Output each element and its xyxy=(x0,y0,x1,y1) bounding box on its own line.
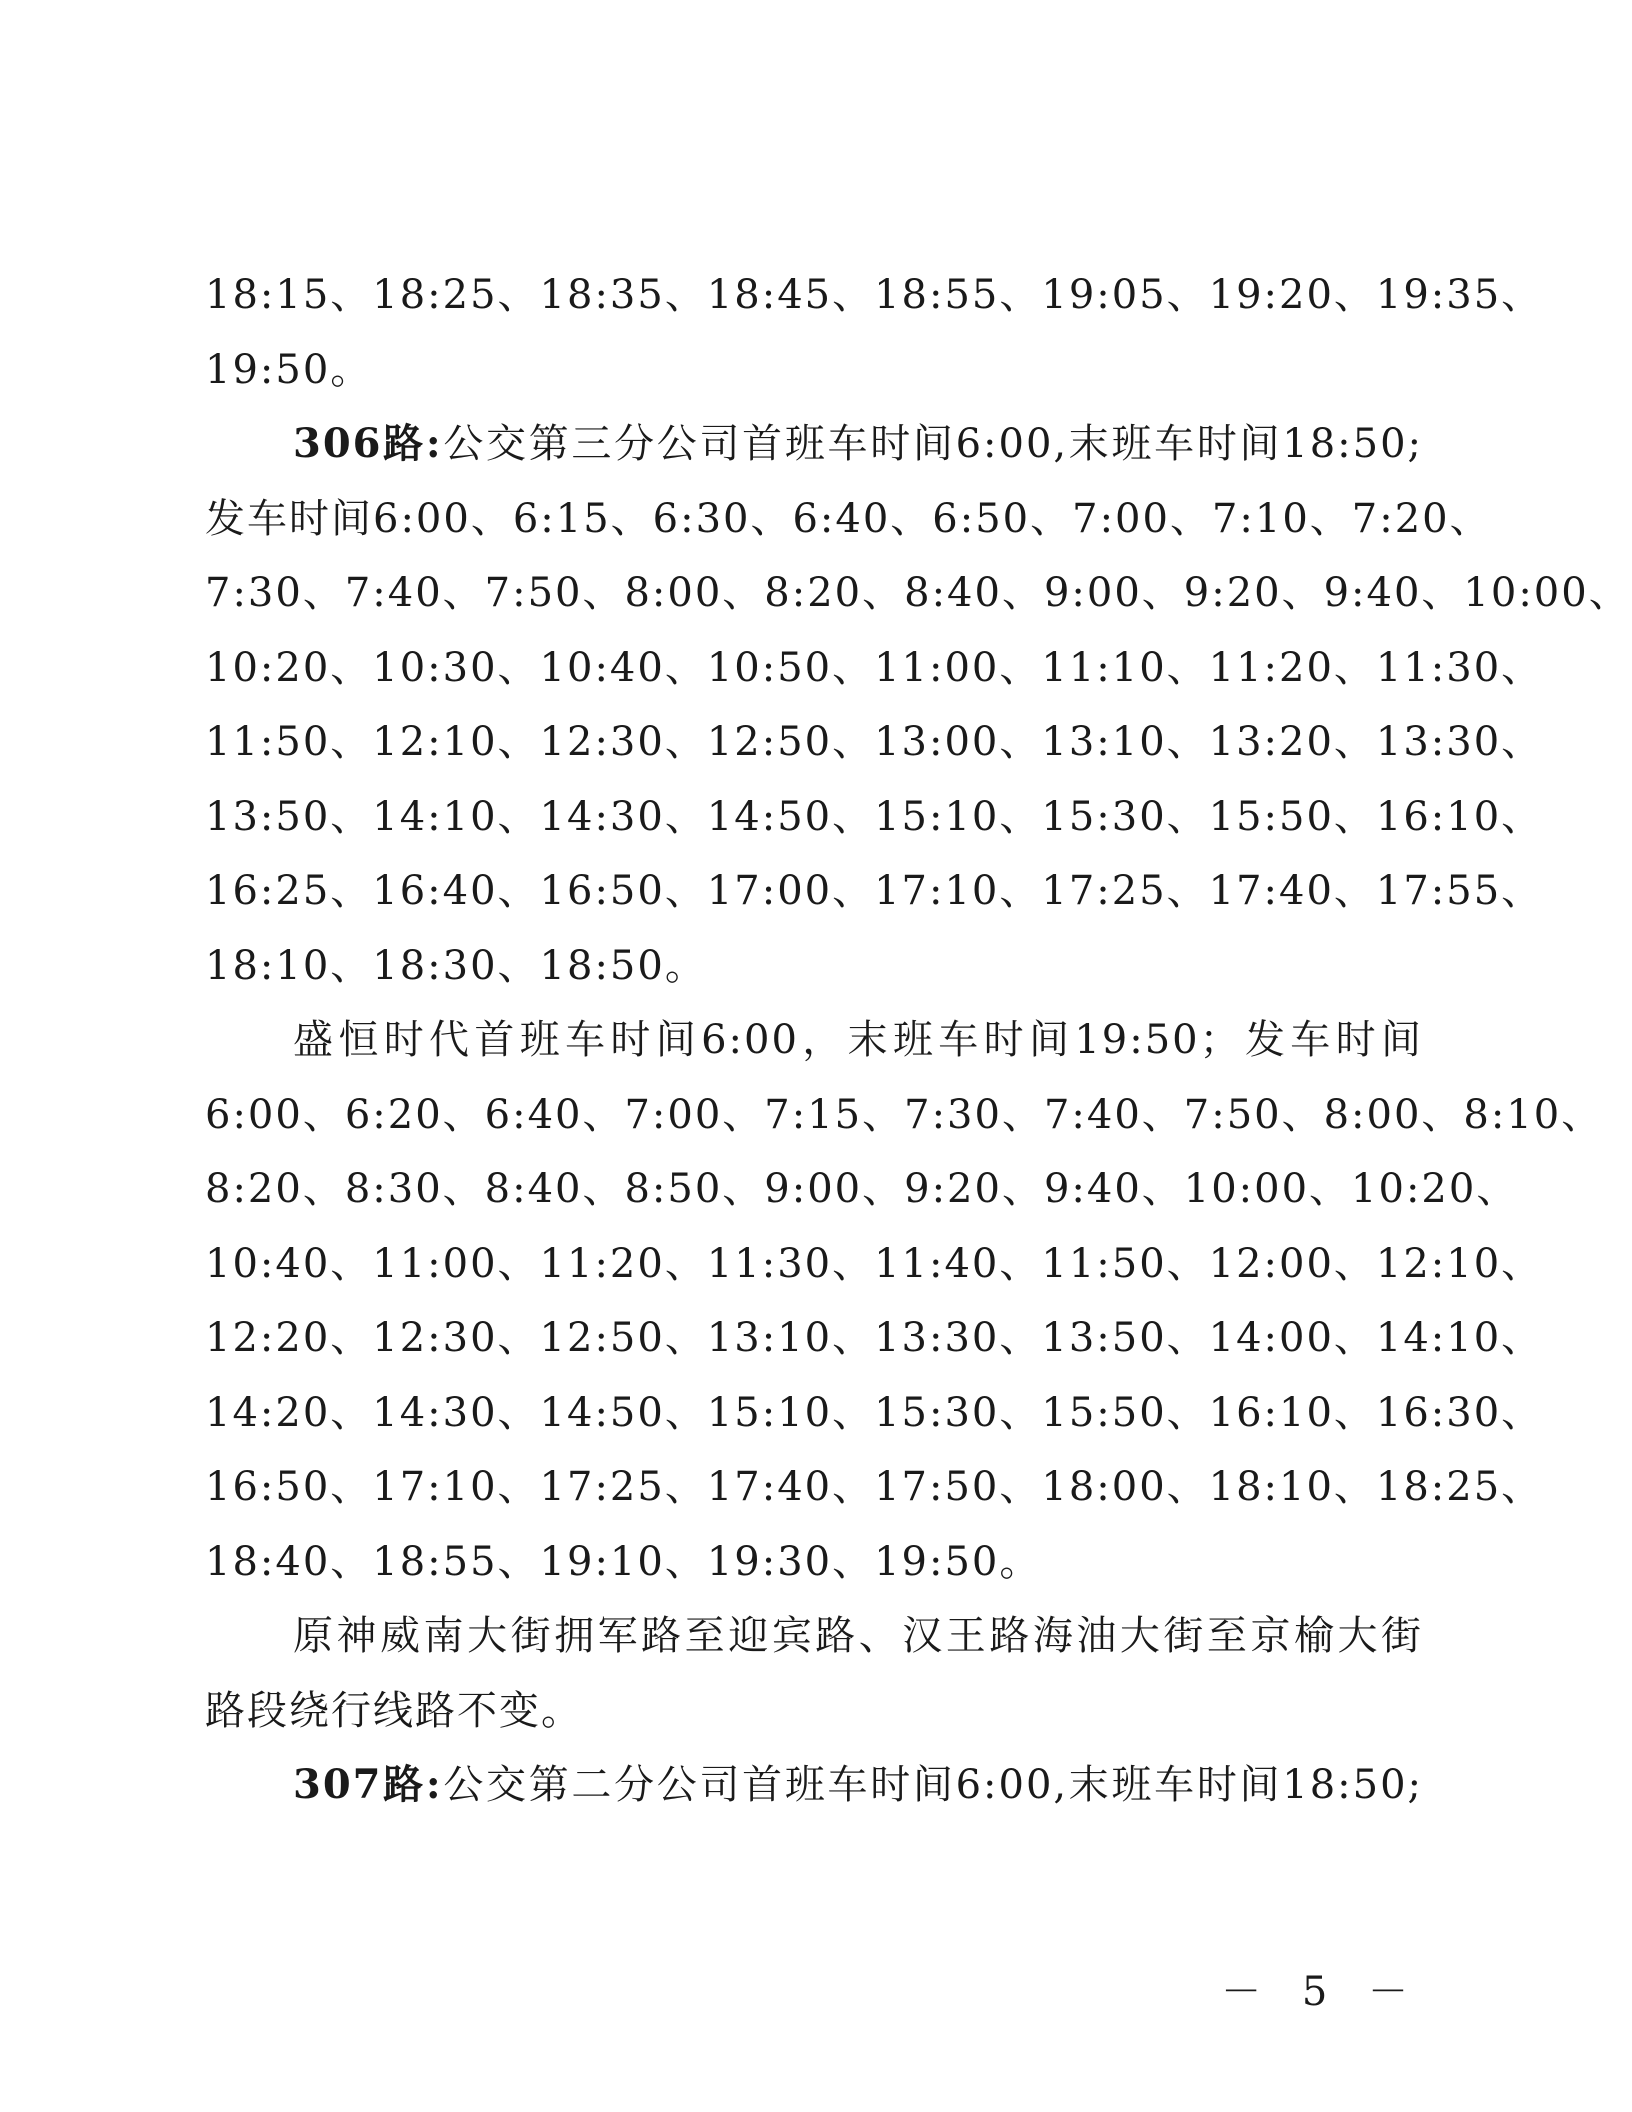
text-line: 11:50、12:10、12:30、12:50、13:00、13:10、13:20、13:30、 xyxy=(205,719,1544,765)
route-306-label: 306路: xyxy=(293,420,443,467)
route-307-label: 307路: xyxy=(293,1761,443,1808)
text-line: 12:20、12:30、12:50、13:10、13:30、13:50、14:00、14:10、 xyxy=(205,1315,1544,1361)
text-line: 10:40、11:00、11:20、11:30、11:40、11:50、12:00、12:10、 xyxy=(205,1240,1544,1287)
detour-note-line: 原神威南大街拥军路至迎宾路、汉王路海油大街至京榆大街 xyxy=(293,1613,1423,1659)
route-306-intro: 公交第三分公司首班车时间6:00,末班车时间18:50; xyxy=(442,421,1423,467)
document-body xyxy=(205,258,1631,1823)
text-line: 14:20、14:30、14:50、15:10、15:30、15:50、16:10、16:30、 xyxy=(205,1389,1544,1436)
route-307-intro: 公交第二分公司首班车时间6:00,末班车时间18:50; xyxy=(442,1762,1423,1808)
text-line: 18:15、18:25、18:35、18:45、18:55、19:05、19:20、19:35、 xyxy=(205,272,1544,318)
text-line: 16:50、17:10、17:25、17:40、17:50、18:00、18:10、18:25、 xyxy=(205,1464,1544,1510)
route-307-heading xyxy=(205,1748,1423,1823)
text-line: 6:00、6:20、6:40、7:00、7:15、7:30、7:40、7:50、8:00、8:10、 xyxy=(205,1091,1604,1138)
route-306-heading xyxy=(205,407,1423,482)
text-line: 13:50、14:10、14:30、14:50、15:10、15:30、15:50、16:10、 xyxy=(205,793,1544,840)
shengheng-intro: 盛恒时代首班车时间6:00，末班车时间19:50；发车时间 xyxy=(293,1017,1423,1063)
text-line: 19:50。 xyxy=(205,346,373,393)
detour-note-line: 路段绕行线路不变。 xyxy=(205,1687,583,1734)
text-line: 10:20、10:30、10:40、10:50、11:00、11:10、11:20、11:30、 xyxy=(205,644,1544,691)
page-number: － 5 － xyxy=(1221,1969,1422,2015)
text-line: 16:25、16:40、16:50、17:00、17:10、17:25、17:40、17:55、 xyxy=(205,868,1544,914)
text-line: 7:30、7:40、7:50、8:00、8:20、8:40、9:00、9:20、9:40、10:00、 xyxy=(205,570,1631,616)
text-line: 18:10、18:30、18:50。 xyxy=(205,942,707,989)
text-line: 发车时间6:00、6:15、6:30、6:40、6:50、7:00、7:10、7:20、 xyxy=(205,495,1492,542)
text-line: 18:40、18:55、19:10、19:30、19:50。 xyxy=(205,1538,1042,1585)
text-line: 8:20、8:30、8:40、8:50、9:00、9:20、9:40、10:00、10:20、 xyxy=(205,1166,1519,1212)
